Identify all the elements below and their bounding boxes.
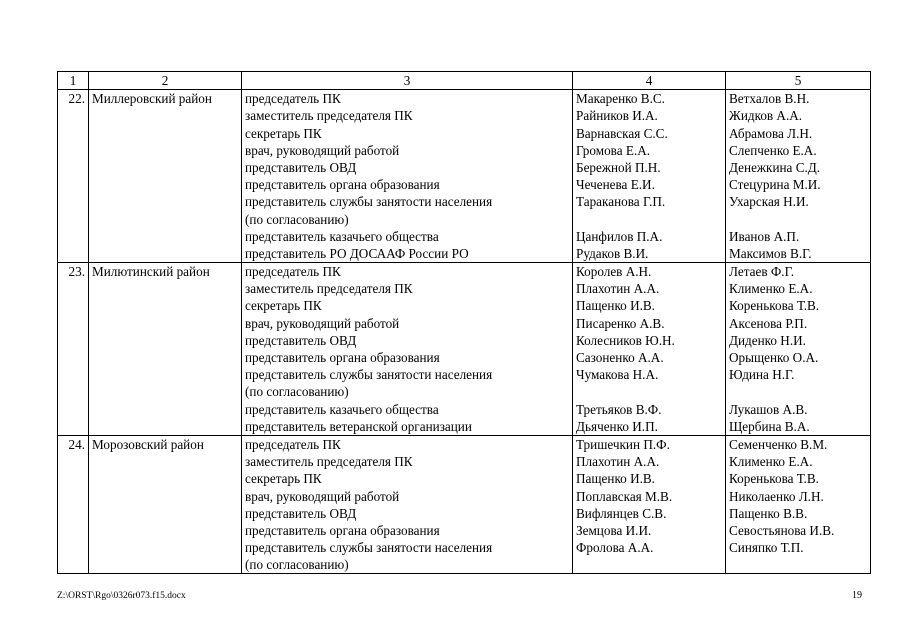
header-cell-5: 5 xyxy=(726,72,871,90)
member-list-col4 xyxy=(573,90,726,263)
role-list-line: председатель ПК xyxy=(245,91,341,107)
member-list-col4-line: Писаренко А.В. xyxy=(576,315,665,331)
role-list-line: секретарь ПК xyxy=(245,298,322,314)
role-list-line: представитель ОВД xyxy=(245,505,357,521)
role-list xyxy=(242,263,573,436)
role-list-line: секретарь ПК xyxy=(245,125,322,141)
role-list-line: представитель службы занятости населения xyxy=(245,540,493,556)
role-list-line: представитель ОВД xyxy=(245,332,357,348)
page-number: 19 xyxy=(852,590,862,601)
commission-table xyxy=(57,71,871,574)
member-list-col4-line: Плахотин А.А. xyxy=(576,454,660,470)
member-list-col5-line: Орыщенко О.А. xyxy=(729,350,819,366)
member-list-col4-line: Рудаков В.И. xyxy=(576,245,649,261)
member-list-col5-line: Денежкина С.Д. xyxy=(729,159,821,175)
member-list-col5-line: Пащенко В.В. xyxy=(729,505,808,521)
role-list-line: (по согласованию) xyxy=(245,557,349,573)
table-row xyxy=(58,435,871,574)
member-list-col5-line: Клименко Е.А. xyxy=(729,454,813,470)
member-list-col5-line: Николаенко Л.Н. xyxy=(729,488,824,504)
role-list-line: заместитель председателя ПК xyxy=(245,281,413,297)
role-list-line: представитель органа образования xyxy=(245,350,440,366)
member-list-col4-line xyxy=(576,211,722,228)
role-list xyxy=(242,90,573,263)
member-list-col4-line xyxy=(576,556,722,573)
member-list-col4-line xyxy=(576,383,722,400)
role-list-line: представитель органа образования xyxy=(245,177,440,193)
member-list-col5-line: Ветхалов В.Н. xyxy=(729,91,810,107)
role-list-line: врач, руководящий работой xyxy=(245,315,400,331)
header-cell-2: 2 xyxy=(89,72,242,90)
role-list-line: заместитель председателя ПК xyxy=(245,454,413,470)
member-list-col4-line: Королев А.Н. xyxy=(576,264,652,280)
member-list-col5-line: Юдина Н.Г. xyxy=(729,367,795,383)
member-list-col4-line: Поплавская М.В. xyxy=(576,488,673,504)
role-list-line: секретарь ПК xyxy=(245,471,322,487)
member-list-col4-line: Колесников Ю.Н. xyxy=(576,332,675,348)
district-name xyxy=(89,263,242,436)
header-cell-3: 3 xyxy=(242,72,573,90)
role-list-line: (по согласованию) xyxy=(245,211,349,227)
role-list-line: заместитель председателя ПК xyxy=(245,108,413,124)
member-list-col5-line: Жидков А.А. xyxy=(729,108,803,124)
member-list-col5-line xyxy=(729,383,867,400)
member-list-col4-line: Дьяченко И.П. xyxy=(576,418,658,434)
role-list-line: представитель службы занятости населения xyxy=(245,367,493,383)
district-name xyxy=(89,90,242,263)
member-list-col4-line: Вифлянцев С.В. xyxy=(576,505,667,521)
member-list-col4-line: Бережной П.Н. xyxy=(576,159,661,175)
row-number xyxy=(58,263,89,436)
member-list-col4-line: Тришечкин П.Ф. xyxy=(576,436,670,452)
member-list-col5-line: Аксенова Р.П. xyxy=(729,315,808,331)
role-list-line: представитель казачьего общества xyxy=(245,401,439,417)
member-list-col5-line: Коренькова Т.В. xyxy=(729,471,819,487)
header-cell-1: 1 xyxy=(58,72,89,90)
role-list xyxy=(242,435,573,574)
role-list-line: председатель ПК xyxy=(245,436,341,452)
role-list-line: представитель органа образования xyxy=(245,522,440,538)
role-list-line: представитель РО ДОСААФ России РО xyxy=(245,245,469,261)
member-list-col4-line: Громова Е.А. xyxy=(576,142,651,158)
member-list-col5-line: Диденко Н.И. xyxy=(729,332,806,348)
member-list-col4-line: Плахотин А.А. xyxy=(576,281,660,297)
header-row xyxy=(58,72,871,90)
member-list-col5-line: Иванов А.П. xyxy=(729,228,800,244)
member-list-col5-line xyxy=(729,556,867,573)
role-list-line: представитель службы занятости населения xyxy=(245,194,493,210)
row-number-text: 24. xyxy=(68,436,85,452)
member-list-col4-line: Тараканова Г.П. xyxy=(576,194,666,210)
member-list-col4-line: Цанфилов П.А. xyxy=(576,228,663,244)
member-list-col4 xyxy=(573,435,726,574)
member-list-col4-line: Пащенко И.В. xyxy=(576,471,655,487)
member-list-col4-line: Пащенко И.В. xyxy=(576,298,655,314)
district-name xyxy=(89,435,242,574)
member-list-col4-line: Третьяков В.Ф. xyxy=(576,401,662,417)
member-list-col4-line: Варнавская С.С. xyxy=(576,125,668,141)
row-number-text: 23. xyxy=(68,264,85,280)
member-list-col4 xyxy=(573,263,726,436)
member-list-col4-line: Макаренко В.С. xyxy=(576,91,665,107)
member-list-col4-line: Фролова А.А. xyxy=(576,540,654,556)
member-list-col5-line: Слепченко Е.А. xyxy=(729,142,817,158)
member-list-col5-line: Семенченко В.М. xyxy=(729,436,828,452)
member-list-col5-line: Лукашов А.В. xyxy=(729,401,808,417)
role-list-line: представитель ветеранской организации xyxy=(245,418,472,434)
member-list-col5 xyxy=(726,435,871,574)
member-list-col5-line xyxy=(729,211,867,228)
member-list-col5 xyxy=(726,263,871,436)
row-number xyxy=(58,90,89,263)
table-row xyxy=(58,90,871,263)
footer-file-path: Z:\ORST\Rgo\0326r073.f15.docx xyxy=(57,591,186,601)
district-text: Морозовский район xyxy=(92,436,204,452)
member-list-col5-line: Абрамова Л.Н. xyxy=(729,125,813,141)
role-list-line: председатель ПК xyxy=(245,264,341,280)
member-list-col5-line: Синяпко Т.П. xyxy=(729,540,804,556)
role-list-line: врач, руководящий работой xyxy=(245,142,400,158)
row-number xyxy=(58,435,89,574)
member-list-col5-line: Стецурина М.И. xyxy=(729,177,821,193)
member-list-col5-line: Максимов В.Г. xyxy=(729,245,812,261)
role-list-line: представитель ОВД xyxy=(245,159,357,175)
member-list-col5-line: Клименко Е.А. xyxy=(729,281,813,297)
member-list-col5 xyxy=(726,90,871,263)
header-cell-4: 4 xyxy=(573,72,726,90)
district-text: Миллеровский район xyxy=(92,91,212,107)
member-list-col4-line: Чеченева Е.И. xyxy=(576,177,655,193)
role-list-line: (по согласованию) xyxy=(245,384,349,400)
table-row xyxy=(58,263,871,436)
member-list-col5-line: Кореньковa Т.В. xyxy=(729,298,820,314)
role-list-line: врач, руководящий работой xyxy=(245,488,400,504)
member-list-col4-line: Сазоненко А.А. xyxy=(576,350,664,366)
district-text: Милютинский район xyxy=(92,264,210,280)
row-number-text: 22. xyxy=(68,91,85,107)
role-list-line: представитель казачьего общества xyxy=(245,228,439,244)
member-list-col4-line: Чумакова Н.А. xyxy=(576,367,659,383)
member-list-col5-line: Летаев Ф.Г. xyxy=(729,264,795,280)
member-list-col5-line: Ухарская Н.И. xyxy=(729,194,809,210)
member-list-col4-line: Земцова И.И. xyxy=(576,522,652,538)
member-list-col5-line: Щербина В.А. xyxy=(729,418,810,434)
member-list-col4-line: Райников И.А. xyxy=(576,108,658,124)
member-list-col5-line: Севостьянова И.В. xyxy=(729,522,835,538)
